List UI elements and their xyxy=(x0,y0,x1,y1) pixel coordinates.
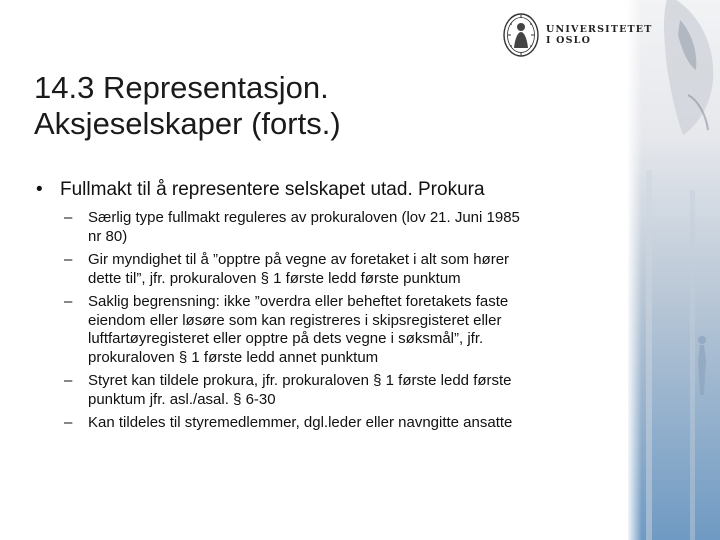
university-seal-icon xyxy=(502,12,540,58)
slide-title xyxy=(34,70,614,142)
dash-mark: – xyxy=(64,372,73,389)
main-bullet xyxy=(36,178,626,201)
dash-mark: – xyxy=(64,414,73,431)
dash-mark: – xyxy=(64,209,73,226)
sub-bullet-list xyxy=(60,209,626,433)
sub-bullet-line: dette til”, jfr. prokuraloven § 1 første ledd første punktum xyxy=(88,269,461,287)
sub-bullet-line: eiendom eller løsøre som kan registreres i skipsregisteret eller xyxy=(88,311,502,329)
sub-bullet-line: luftfartøyregisteret eller opptre på dets vegne i søksmål”, jfr. xyxy=(88,330,484,347)
university-logo xyxy=(502,12,653,64)
dash-mark: – xyxy=(64,251,73,268)
slide-title-line2: Aksjeselskaper (forts.) xyxy=(34,106,341,141)
sub-bullet xyxy=(60,414,626,433)
bullet-mark: • xyxy=(36,179,43,200)
university-name xyxy=(546,24,653,46)
sub-bullet-line: nr 80) xyxy=(88,227,128,245)
sub-bullet-line: Saklig begrensning: ikke ”overdra eller beheftet foretakets faste xyxy=(88,293,509,310)
sub-bullet xyxy=(60,251,626,288)
sub-bullet xyxy=(60,293,626,367)
university-name-line2: I OSLO xyxy=(546,35,592,46)
sub-bullet-line: Særlig type fullmakt reguleres av prokuraloven (lov 21. Juni 1985 xyxy=(88,209,520,226)
slide-title-line1: 14.3 Representasjon. xyxy=(34,70,329,105)
sub-bullet-line: Kan tildeles til styremedlemmer, dgl.leder eller navngitte ansatte xyxy=(88,414,513,431)
slide-body xyxy=(36,178,626,438)
decorative-side-image xyxy=(628,0,720,540)
university-name-line1: UNIVERSITETET xyxy=(546,24,653,35)
main-bullet-text: Fullmakt til å representere selskapet utad. Prokura xyxy=(60,179,485,200)
sub-bullet xyxy=(60,209,626,246)
sub-bullet-line: Styret kan tildele prokura, jfr. prokuraloven § 1 første ledd første xyxy=(88,372,512,389)
sub-bullet-line: punktum jfr. asl./asal. § 6-30 xyxy=(88,390,276,408)
dash-mark: – xyxy=(64,293,73,310)
sub-bullet-line: Gir myndighet til å ”opptre på vegne av foretaket i alt som hører xyxy=(88,251,510,268)
sub-bullet xyxy=(60,372,626,409)
sub-bullet-line: prokuraloven § 1 første ledd annet punktum xyxy=(88,348,379,366)
